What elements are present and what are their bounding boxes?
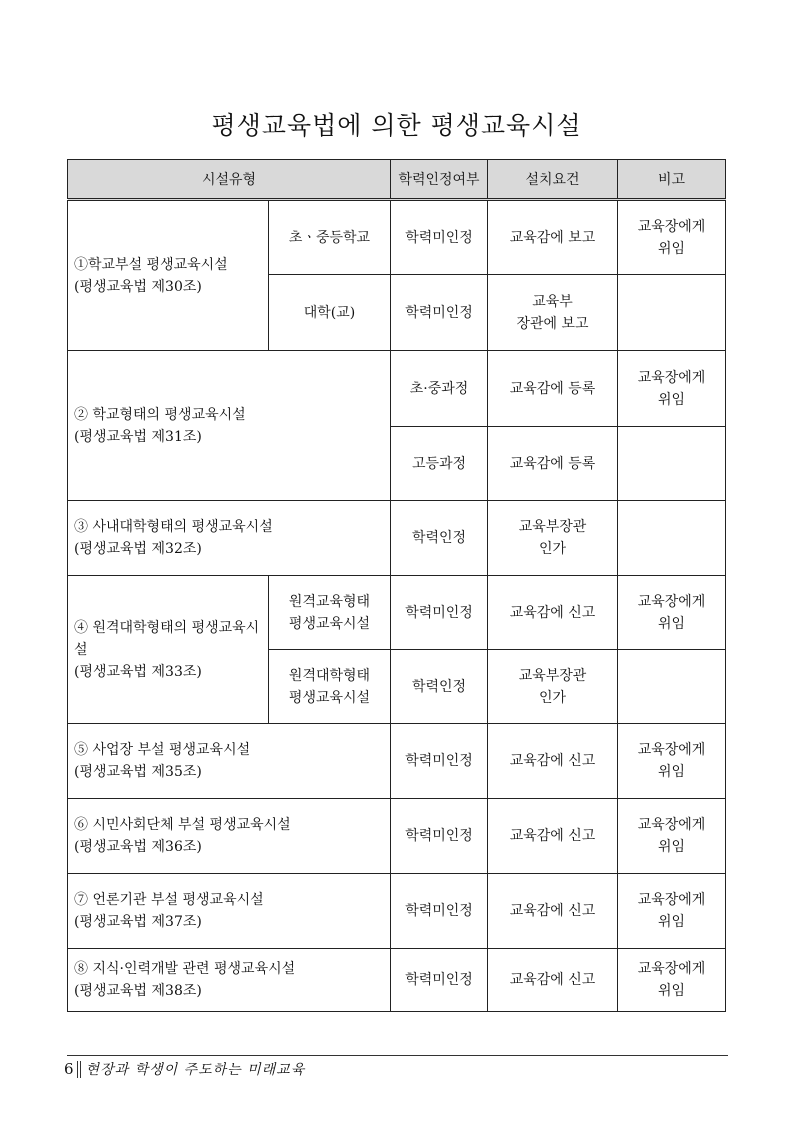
subtype-cell: 대학(교) (269, 275, 391, 351)
requirement-cell: 교육감에 신고 (488, 799, 618, 874)
facility-type-cell: ⑥ 시민사회단체 부설 평생교육시설 (평생교육법 제36조) (68, 799, 391, 874)
requirement-cell: 교육감에 보고 (488, 200, 618, 275)
recognition-cell: 학력미인정 (391, 200, 488, 275)
note-cell: 교육장에게 위임 (618, 351, 726, 427)
subtype-cell: 초ㆍ중등학교 (269, 200, 391, 275)
note-cell: 교육장에게 위임 (618, 724, 726, 799)
facility-type-cell: ④ 원격대학형태의 평생교육시설 (평생교육법 제33조) (68, 576, 269, 724)
header-recognition: 학력인정여부 (391, 160, 488, 200)
page-footer (64, 1059, 305, 1079)
recognition-cell: 학력인정 (391, 650, 488, 724)
table-row (68, 200, 726, 275)
recognition-cell: 학력미인정 (391, 275, 488, 351)
note-cell (618, 427, 726, 501)
note-cell (618, 650, 726, 724)
requirement-cell: 교육부장관 인가 (488, 650, 618, 724)
note-cell: 교육장에게 위임 (618, 576, 726, 650)
note-cell (618, 275, 726, 351)
recognition-cell: 학력미인정 (391, 724, 488, 799)
header-note: 비고 (618, 160, 726, 200)
requirement-cell: 교육감에 신고 (488, 576, 618, 650)
requirement-cell: 교육감에 신고 (488, 949, 618, 1012)
subtype-cell: 원격대학형태 평생교육시설 (269, 650, 391, 724)
footer-tagline: 현장과 학생이 주도하는 미래교육 (85, 1062, 306, 1078)
header-facility-type: 시설유형 (68, 160, 391, 200)
note-cell: 교육장에게 위임 (618, 949, 726, 1012)
table-row (68, 874, 726, 949)
table-row (68, 501, 726, 576)
facility-type-cell: ③ 사내대학형태의 평생교육시설 (평생교육법 제32조) (68, 501, 391, 576)
recognition-cell: 학력미인정 (391, 949, 488, 1012)
recognition-cell: 학력인정 (391, 501, 488, 576)
facility-table (67, 159, 726, 1012)
recognition-cell: 초·중과정 (391, 351, 488, 427)
footer-divider (67, 1055, 728, 1056)
requirement-cell: 교육부 장관에 보고 (488, 275, 618, 351)
requirement-cell: 교육감에 등록 (488, 427, 618, 501)
table-row (68, 799, 726, 874)
page-number: 6 (64, 1060, 74, 1078)
facility-type-cell: ⑧ 지식·인력개발 관련 평생교육시설 (평생교육법 제38조) (68, 949, 391, 1012)
note-cell: 교육장에게 위임 (618, 799, 726, 874)
table-header-row (68, 160, 726, 200)
facility-type-cell: ⑦ 언론기관 부설 평생교육시설 (평생교육법 제37조) (68, 874, 391, 949)
requirement-cell: 교육감에 등록 (488, 351, 618, 427)
requirement-cell: 교육감에 신고 (488, 874, 618, 949)
table-row (68, 576, 726, 650)
facility-type-cell: ①학교부설 평생교육시설 (평생교육법 제30조) (68, 200, 269, 351)
footer-separator (77, 1061, 81, 1078)
table-row (68, 724, 726, 799)
table-row (68, 351, 726, 427)
header-requirement: 설치요건 (488, 160, 618, 200)
note-cell (618, 501, 726, 576)
recognition-cell: 고등과정 (391, 427, 488, 501)
requirement-cell: 교육부장관 인가 (488, 501, 618, 576)
recognition-cell: 학력미인정 (391, 874, 488, 949)
recognition-cell: 학력미인정 (391, 576, 488, 650)
note-cell: 교육장에게 위임 (618, 874, 726, 949)
table-row (68, 949, 726, 1012)
recognition-cell: 학력미인정 (391, 799, 488, 874)
facility-type-cell: ⑤ 사업장 부설 평생교육시설 (평생교육법 제35조) (68, 724, 391, 799)
subtype-cell: 원격교육형태 평생교육시설 (269, 576, 391, 650)
document-title: 평생교육법에 의한 평생교육시설 (211, 111, 582, 140)
note-cell: 교육장에게 위임 (618, 200, 726, 275)
requirement-cell: 교육감에 신고 (488, 724, 618, 799)
facility-type-cell: ② 학교형태의 평생교육시설 (평생교육법 제31조) (68, 351, 391, 501)
